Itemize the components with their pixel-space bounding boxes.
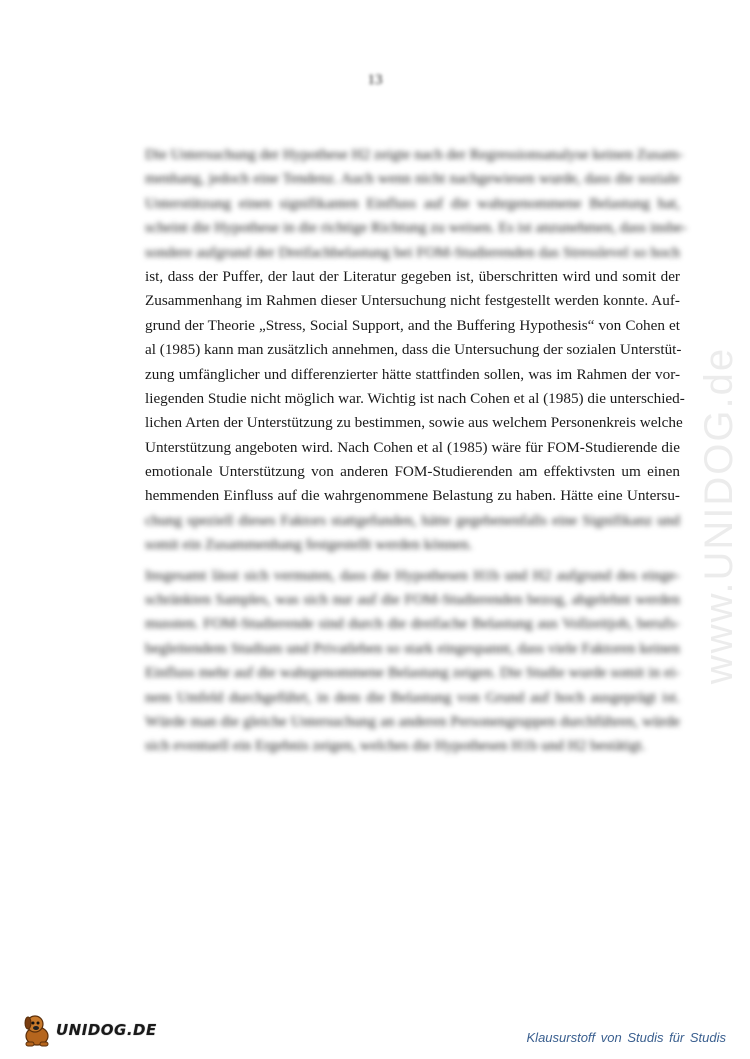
- text-line: zung umfänglicher und differenzierter hätte stattfinden sollen, was im Rahmen der vor-: [145, 365, 680, 383]
- text-line: Zusammenhang im Rahmen dieser Untersuchung nicht festgestellt werden konnte. Auf-: [145, 292, 680, 310]
- text-line: lichen Arten der Unterstützung zu bestimmen, sowie aus welchem Personenkreis welche: [145, 414, 683, 432]
- document-body: [145, 143, 687, 759]
- text-line: Die Untersuchung der Hypothese H2 zeigte nach der Regressionsanalyse keinen Zusam-: [145, 146, 684, 163]
- text-line: Insgesamt lässt sich vermuten, dass die Hypothesen H1b und H2 aufgrund des einge-: [145, 566, 680, 584]
- page-number: 13: [367, 72, 383, 88]
- watermark: [697, 280, 742, 750]
- text-line: grund der Theorie „Stress, Social Support, and the Buffering Hypothesis“ von Cohen et: [145, 316, 680, 334]
- footer-slogan: Klausurstoff von Studis für Studis: [526, 1030, 726, 1045]
- text-line: Unterstützung einen signifikanten Einfluss auf die wahrgenommene Belastung hat,: [145, 194, 680, 212]
- text-line: nem Umfeld durchgeführt, in dem die Belastung von Grund auf hoch ausgeprägt ist.: [145, 688, 680, 706]
- text-line: begleitendem Studium und Privatleben so stark eingespannt, dass viele Faktoren keinen: [145, 639, 680, 657]
- text-line: Würde man die gleiche Untersuchung an anderen Personengruppen durchführen, würde: [145, 712, 680, 730]
- text-line: mussten. FOM-Studierende sind durch die dreifache Belastung aus Vollzeitjob, berufs-: [145, 615, 680, 633]
- text-line: menhang, jedoch eine Tendenz. Auch wenn nicht nachgewiesen wurde, dass die soziale: [145, 170, 680, 188]
- text-line: hemmenden Einfluss auf die wahrgenommene Belastung zu haben. Hätte eine Untersu-: [145, 487, 680, 505]
- text-line: ist, dass der Puffer, der laut der Literatur gegeben ist, überschritten wird und somit der: [145, 267, 680, 285]
- paragraph-2: [145, 564, 680, 759]
- text-line: schränkten Samples, was sich nur auf die FOM-Studierenden bezog, abgelehnt werden: [145, 591, 680, 609]
- text-line: liegenden Studie nicht möglich war. Wichtig ist nach Cohen et al (1985) die unterschied-: [145, 389, 685, 407]
- logo-text: UNIDOG.DE: [56, 1021, 157, 1039]
- paragraph-1: [145, 143, 687, 558]
- text-line: somit ein Zusammenhang festgestellt werden können.: [145, 536, 473, 554]
- text-line: chung speziell dieses Faktors stattgefunden, hätte gegebenenfalls eine Signifikanz und: [145, 511, 680, 529]
- text-line: Einfluss mehr auf die wahrgenommene Belastung zeigen. Die Studie wurde somit in ei-: [145, 664, 680, 682]
- text-line: sich eventuell ein Ergebnis zeigen, welches die Hypothesen H1b und H2 bestätigt.: [145, 737, 646, 755]
- unidog-logo[interactable]: [20, 1010, 160, 1050]
- dog-mascot-icon: [20, 1012, 54, 1048]
- text-line: emotionale Unterstützung von anderen FOM-Studierenden am effektivsten um einen: [145, 463, 680, 481]
- text-line: al (1985) kann man zusätzlich annehmen, dass die Untersuchung der sozialen Unterstüt-: [145, 341, 682, 359]
- text-line: sondere aufgrund der Dreifachbelastung bei FOM-Studierenden das Stresslevel so hoch: [145, 243, 680, 261]
- watermark-text: www.UNIDOG.de: [697, 346, 742, 684]
- text-line: Unterstützung angeboten wird. Nach Cohen et al (1985) wäre für FOM-Studierende die: [145, 438, 680, 456]
- text-line: scheint die Hypothese in die richtige Richtung zu weisen. Es ist anzunehmen, dass insbe-: [145, 219, 687, 237]
